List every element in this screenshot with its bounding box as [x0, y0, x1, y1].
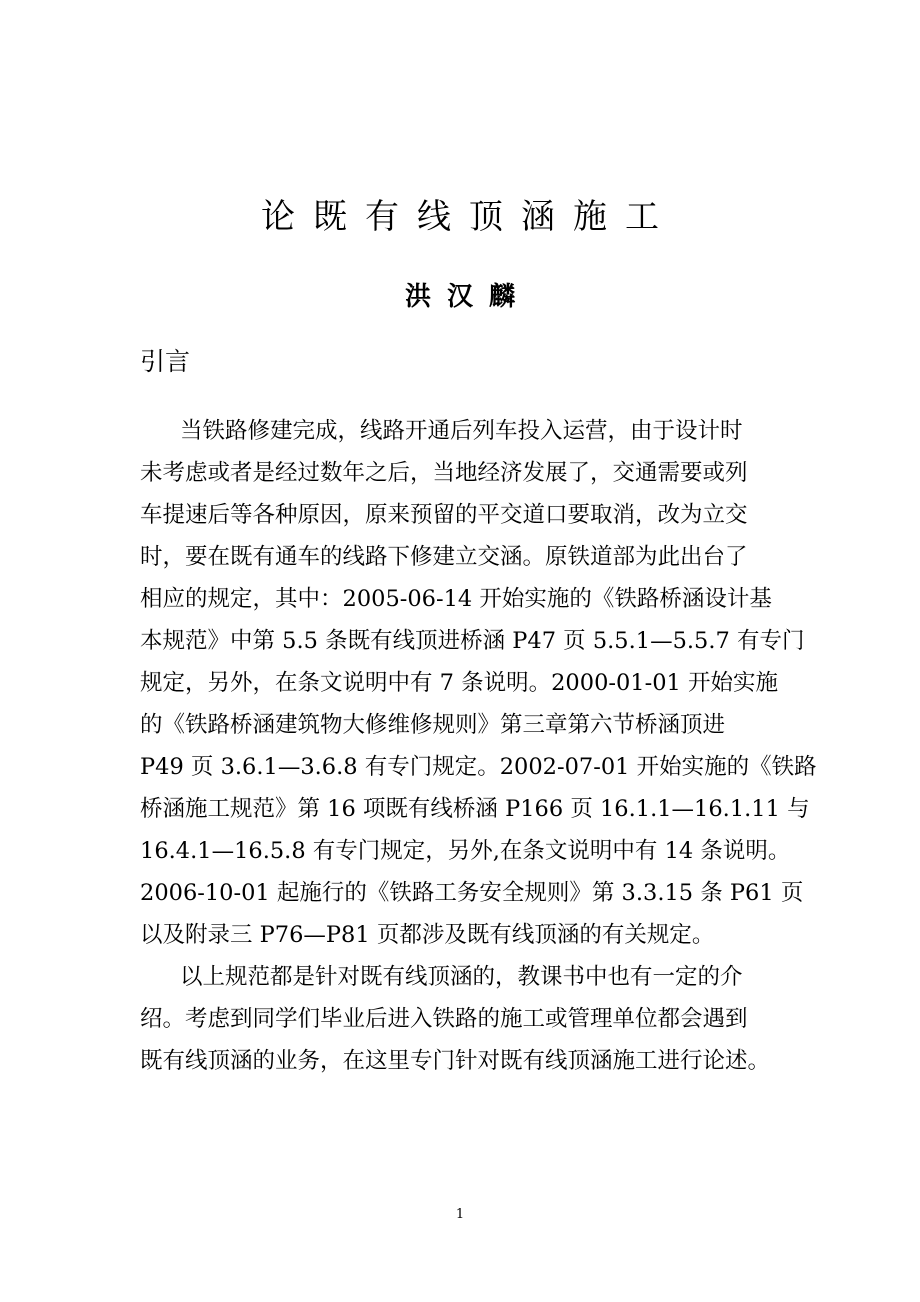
paragraph-line: 规定，另外，在条文说明中有 7 条说明。2000-01-01 开始实施: [140, 670, 778, 696]
page-number: 1: [455, 1207, 465, 1222]
paragraph-line: P49 页 3.6.1—3.6.8 有专门规定。2002-07-01 开始实施的《铁路: [140, 754, 817, 780]
paragraph-line: 相应的规定，其中：2005-06-14 开始实施的《铁路桥涵设计基: [140, 586, 772, 612]
paragraph-line: 当铁路修建完成，线路开通后列车投入运营，由于设计时: [180, 418, 743, 444]
paragraph-line: 车提速后等各种原因，原来预留的平交道口要取消，改为立交: [140, 502, 748, 528]
paragraph-line: 既有线顶涵的业务，在这里专门针对既有线顶涵施工进行论述。: [140, 1048, 771, 1074]
paragraph-line: 的《铁路桥涵建筑物大修维修规则》第三章第六节桥涵顶进: [140, 712, 726, 738]
author-name: 洪汉麟: [404, 282, 531, 312]
document-body: [140, 410, 817, 1082]
paragraph-1: [140, 410, 817, 956]
paragraph-line: 时，要在既有通车的线路下修建立交涵。原铁道部为此出台了: [140, 544, 748, 570]
paragraph-2: [140, 956, 790, 1082]
paragraph-line: 以及附录三 P76—P81 页都涉及既有线顶涵的有关规定。: [140, 922, 715, 948]
paragraph-line: 绍。考虑到同学们毕业后进入铁路的施工或管理单位都会遇到: [140, 1006, 748, 1032]
paragraph-line: 桥涵施工规范》第 16 项既有线桥涵 P166 页 16.1.1—16.1.11 与: [140, 796, 810, 822]
paragraph-line: 未考虑或者是经过数年之后，当地经济发展了，交通需要或列: [140, 460, 748, 486]
paragraph-line: 本规范》中第 5.5 条既有线顶进桥涵 P47 页 5.5.1—5.5.7 有专门: [140, 628, 805, 654]
section-heading-introduction: 引言: [140, 347, 191, 376]
document-title: 论既有线顶涵施工: [261, 197, 677, 237]
paragraph-line: 2006-10-01 起施行的《铁路工务安全规则》第 3.3.15 条 P61 页: [140, 880, 804, 906]
paragraph-line: 16.4.1—16.5.8 有专门规定，另外,在条文说明中有 14 条说明。: [140, 838, 791, 864]
paragraph-line: 以上规范都是针对既有线顶涵的，教课书中也有一定的介: [180, 964, 743, 990]
